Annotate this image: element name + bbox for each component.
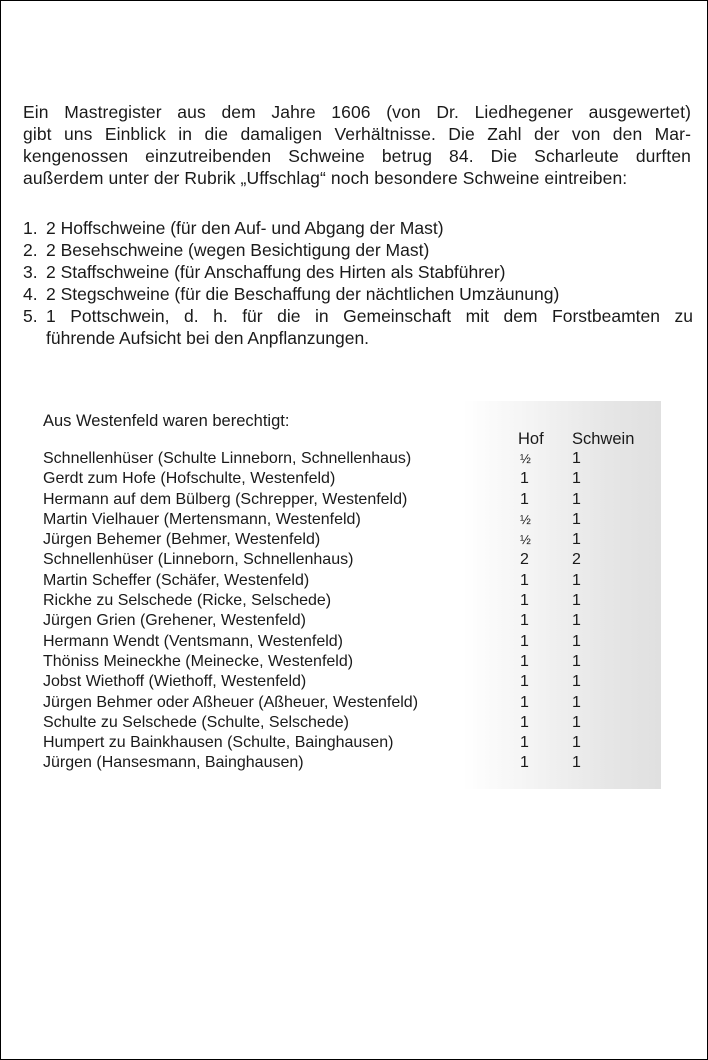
- row-schwein-value: 1: [572, 592, 581, 610]
- list-item: [23, 283, 693, 305]
- list-text: 2 Besehschweine (wegen Besichtigung der Mast): [46, 240, 430, 260]
- row-schwein-value: 1: [572, 632, 581, 650]
- row-name: Hermann auf dem Bülberg (Schrepper, Westenfeld): [43, 490, 408, 508]
- row-hof-value: 1: [520, 734, 529, 752]
- table-row: [1, 469, 661, 489]
- list-text: 2 Hoffschweine (für den Auf- und Abgang der Mast): [46, 218, 444, 238]
- list-item: [23, 261, 693, 283]
- row-name: Schnellenhüser (Schulte Linneborn, Schnellenhaus): [43, 450, 412, 467]
- table-row: [1, 652, 661, 672]
- table-row: [1, 693, 661, 713]
- table-row: [1, 571, 661, 591]
- column-header-schwein: Schwein: [572, 430, 635, 448]
- row-hof-value: 1: [520, 713, 529, 731]
- list-item: [23, 239, 693, 261]
- list-number: 1.: [23, 218, 38, 238]
- list-item: [23, 217, 693, 239]
- table-row: [1, 713, 661, 733]
- table-row: [1, 490, 661, 510]
- row-hof-value: ½: [520, 511, 531, 527]
- row-name: Jürgen Grien (Grehener, Westenfeld): [43, 612, 306, 630]
- row-schwein-value: 1: [572, 470, 581, 488]
- table-row: [1, 672, 661, 692]
- table-intro: Aus Westenfeld waren berechtigt:: [43, 412, 290, 430]
- row-schwein-value: 1: [572, 450, 581, 467]
- row-hof-value: 1: [520, 673, 529, 691]
- row-name: Thöniss Meineckhe (Meinecke, Westenfeld): [43, 652, 354, 670]
- table-row: [1, 530, 661, 550]
- row-name: Jürgen Behemer (Behmer, Westenfeld): [43, 531, 321, 549]
- table-rows: [1, 449, 661, 774]
- row-schwein-value: 1: [572, 490, 581, 508]
- table-row: [1, 753, 661, 773]
- table-row: [1, 510, 661, 530]
- row-hof-value: ½: [520, 532, 531, 548]
- row-schwein-value: 1: [572, 531, 581, 549]
- list-text: führende Aufsicht bei den Anpflanzungen.: [46, 328, 370, 348]
- intro-line: kengenossen einzutreibenden Schweine betrug 84. Die Scharleute durften: [23, 146, 691, 166]
- row-name: Jobst Wiethoff (Wiethoff, Westenfeld): [43, 673, 307, 691]
- row-schwein-value: 1: [572, 673, 581, 691]
- intro-paragraph: [23, 101, 691, 189]
- row-hof-value: 1: [520, 490, 529, 508]
- row-name: Schnellenhüser (Linneborn, Schnellenhaus): [43, 551, 354, 569]
- list-number: 3.: [23, 262, 38, 282]
- list-number: 4.: [23, 284, 38, 304]
- row-schwein-value: 2: [572, 551, 581, 569]
- row-name: Martin Vielhauer (Mertensmann, Westenfeld): [43, 510, 361, 528]
- row-hof-value: 1: [520, 632, 529, 650]
- list-item: [23, 305, 693, 349]
- row-hof-value: 1: [520, 612, 529, 630]
- row-schwein-value: 1: [572, 754, 581, 772]
- row-schwein-value: 1: [572, 571, 581, 589]
- row-name: Gerdt zum Hofe (Hofschulte, Westenfeld): [43, 470, 336, 488]
- row-name: Martin Scheffer (Schäfer, Westenfeld): [43, 571, 310, 589]
- intro-line: außerdem unter der Rubrik „Uffschlag“ noch besondere Schweine eintreiben:: [23, 168, 628, 188]
- row-name: Humpert zu Bainkhausen (Schulte, Bainghausen): [43, 734, 394, 752]
- row-hof-value: 1: [520, 693, 529, 711]
- row-hof-value: 1: [520, 652, 529, 670]
- intro-line: gibt uns Einblick in die damaligen Verhältnisse. Die Zahl der von den Mar-: [23, 124, 691, 144]
- row-name: Jürgen Behmer oder Aßheuer (Aßheuer, Westenfeld): [43, 693, 419, 711]
- row-hof-value: 1: [520, 592, 529, 610]
- row-schwein-value: 1: [572, 652, 581, 670]
- table-row: [1, 550, 661, 570]
- row-name: Schulte zu Selschede (Schulte, Selschede): [43, 713, 349, 731]
- table-row: [1, 632, 661, 652]
- numbered-list: [23, 217, 693, 349]
- row-schwein-value: 1: [572, 510, 581, 528]
- row-schwein-value: 1: [572, 612, 581, 630]
- list-text: 2 Stegschweine (für die Beschaffung der nächtlichen Umzäunung): [46, 284, 560, 304]
- table-row: [1, 591, 661, 611]
- list-number: 5.: [23, 306, 38, 326]
- row-name: Rickhe zu Selschede (Ricke, Selschede): [43, 592, 332, 610]
- table-row: [1, 449, 661, 469]
- row-hof-value: 2: [520, 551, 529, 569]
- row-hof-value: 1: [520, 754, 529, 772]
- list-text: 1 Pottschwein, d. h. für die in Gemeinschaft mit dem Forstbeamten zu: [46, 306, 693, 326]
- row-name: Jürgen (Hansesmann, Bainghausen): [43, 754, 304, 772]
- column-header-hof: Hof: [518, 430, 544, 448]
- row-hof-value: 1: [520, 470, 529, 488]
- row-schwein-value: 1: [572, 734, 581, 752]
- row-name: Hermann Wendt (Ventsmann, Westenfeld): [43, 632, 343, 650]
- list-text: 2 Staffschweine (für Anschaffung des Hirten als Stabführer): [46, 262, 506, 282]
- list-number: 2.: [23, 240, 38, 260]
- table-row: [1, 611, 661, 631]
- intro-line: Ein Mastregister aus dem Jahre 1606 (von Dr. Liedhegener ausgewertet): [23, 102, 691, 122]
- row-hof-value: 1: [520, 571, 529, 589]
- table-row: [1, 733, 661, 753]
- row-hof-value: ½: [520, 451, 531, 466]
- row-schwein-value: 1: [572, 693, 581, 711]
- row-schwein-value: 1: [572, 713, 581, 731]
